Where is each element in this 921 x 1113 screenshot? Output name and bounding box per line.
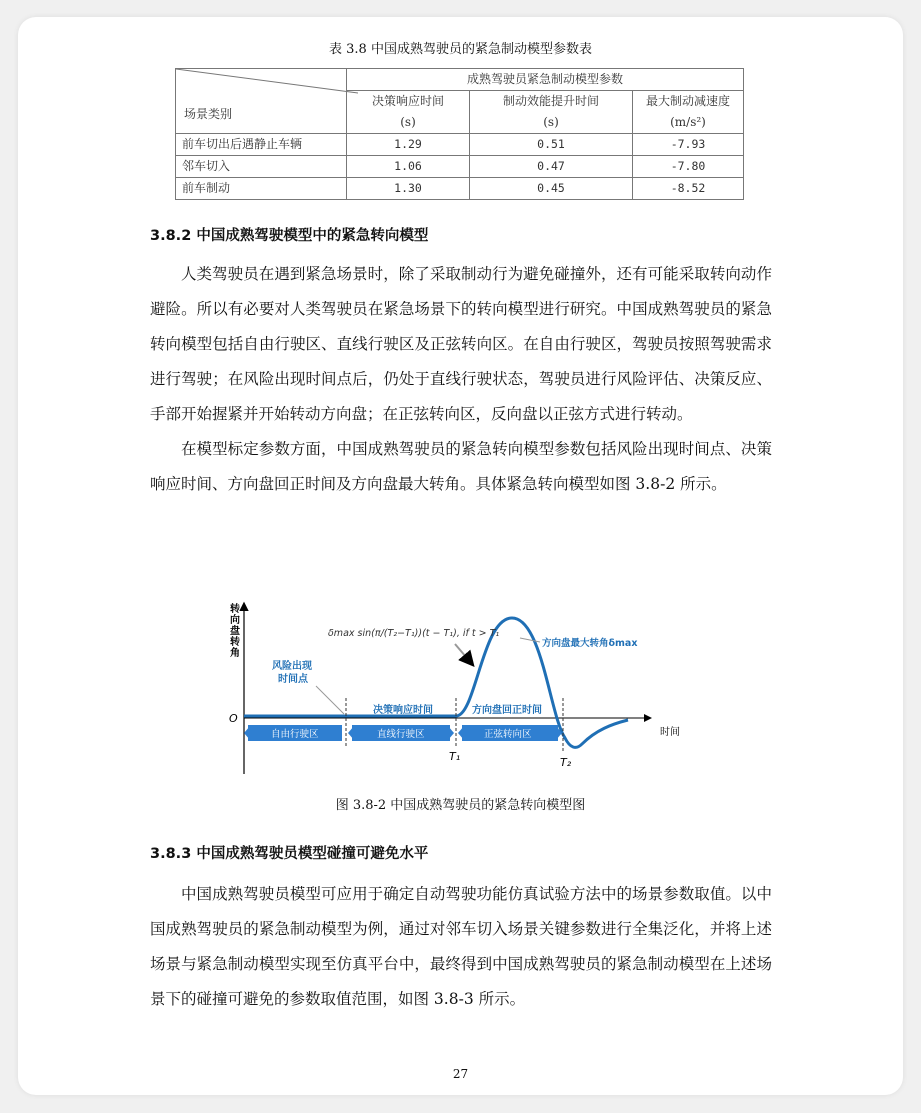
section-heading-382: 3.8.2 中国成熟驾驶模型中的紧急转向模型 bbox=[150, 228, 429, 244]
value-cell: 1.29 bbox=[347, 134, 470, 156]
origin-label: O bbox=[229, 712, 238, 725]
risk-pointer bbox=[316, 686, 344, 714]
formula: δmax sin(π/(T₂−T₁))(t − T₁), if t > T₁ bbox=[328, 628, 500, 639]
risk-label: 时间点 bbox=[278, 674, 308, 685]
zone-arrow bbox=[458, 726, 464, 740]
risk-label: 风险出现 bbox=[272, 661, 312, 672]
column-unit: (s) bbox=[400, 115, 416, 129]
value-cell: 0.51 bbox=[470, 134, 633, 156]
paragraph: 在模型标定参数方面，中国成熟驾驶员的紧急转向模型参数包括风险出现时间点、决策响应时间、方向盘回正时间及方向盘最大转角。具体紧急转向模型如图 3.8-2 所示。 bbox=[150, 440, 772, 493]
scene-cell: 邻车切入 bbox=[176, 156, 347, 178]
column-name: 决策响应时间 bbox=[371, 94, 444, 108]
diagonal-line bbox=[176, 69, 358, 133]
scene-header: 场景类别 bbox=[184, 107, 233, 121]
zone-arrow bbox=[244, 726, 250, 740]
value-cell: -8.52 bbox=[633, 178, 744, 200]
parameter-table bbox=[175, 68, 744, 200]
value-cell: -7.93 bbox=[633, 134, 744, 156]
paragraph: 人类驾驶员在遇到紧急场景时，除了采取制动行为避免碰撞外，还有可能采取转向动作避险。所以有必要对人类驾驶员在紧急场景下的转向模型进行研究。中国成熟驾驶员的紧急转向模型包括自由行驶区、直线行驶区及正弦转向区。在自由行驶区，驾驶员按照驾驶需求进行驾驶；在风险出现时间点后，仍处于直线行驶状态，驾驶员进行风险评估、决策反应、手部开始握紧并开始转动方向盘；在正弦转向区，反向盘以正弦方式进行转动。 bbox=[150, 265, 772, 423]
scene-cell: 前车制动 bbox=[176, 178, 347, 200]
table-row bbox=[176, 178, 744, 200]
zone-arrow bbox=[348, 726, 354, 740]
peak-label: 方向盘最大转角δmax bbox=[542, 638, 638, 649]
section-heading-383: 3.8.3 中国成熟驾驶员模型碰撞可避免水平 bbox=[150, 846, 429, 862]
table-row bbox=[176, 156, 744, 178]
figure-caption: 图 3.8-2 中国成熟驾驶员的紧急转向模型图 bbox=[335, 798, 586, 813]
table-caption: 表 3.8 中国成熟驾驶员的紧急制动模型参数表 bbox=[329, 42, 592, 57]
peak-pointer bbox=[520, 638, 540, 642]
value-cell: 0.45 bbox=[470, 178, 633, 200]
column-name: 最大制动减速度 bbox=[645, 94, 730, 108]
column-unit: (s) bbox=[543, 115, 559, 129]
column-name: 制动效能提升时间 bbox=[502, 94, 599, 108]
steering-model-diagram bbox=[220, 598, 700, 778]
value-cell: 1.06 bbox=[347, 156, 470, 178]
section-382-body bbox=[150, 257, 772, 502]
zone-label: 自由行驶区 bbox=[271, 729, 319, 740]
y-axis-label: 转向盘转角 bbox=[230, 604, 240, 659]
value-cell: -7.80 bbox=[633, 156, 744, 178]
section-383-body bbox=[150, 877, 772, 1017]
column-header bbox=[347, 91, 470, 134]
formula-pointer bbox=[455, 644, 472, 664]
t1-label: T₁ bbox=[449, 750, 461, 763]
value-cell: 0.47 bbox=[470, 156, 633, 178]
paragraph: 中国成熟驾驶员模型可应用于确定自动驾驶功能仿真试验方法中的场景参数取值。以中国成熟驾驶员的紧急制动模型为例，通过对邻车切入场景关键参数进行全集泛化，并将上述场景与紧急制动模型实现至仿真平台中，最终得到中国成熟驾驶员的紧急制动模型在上述场景下的碰撞可避免的参数取值范围，如图 3.8-3 所示。 bbox=[150, 885, 772, 1008]
zone-arrow bbox=[448, 726, 454, 740]
page-number: 27 bbox=[452, 1067, 469, 1081]
return-time-label: 方向盘回正时间 bbox=[472, 705, 542, 716]
column-header bbox=[633, 91, 744, 134]
zone-label: 直线行驶区 bbox=[377, 729, 425, 740]
column-header bbox=[470, 91, 633, 134]
value-cell: 1.30 bbox=[347, 178, 470, 200]
table-corner-cell bbox=[176, 69, 347, 134]
scene-cell: 前车切出后遇静止车辆 bbox=[176, 134, 347, 156]
decision-time-label: 决策响应时间 bbox=[373, 705, 433, 716]
zone-label: 正弦转向区 bbox=[484, 729, 532, 740]
x-axis-label: 时间 bbox=[660, 727, 680, 738]
group-header: 成熟驾驶员紧急制动模型参数 bbox=[347, 69, 744, 91]
table-row bbox=[176, 134, 744, 156]
column-unit: (m/s²) bbox=[670, 115, 706, 129]
t2-label: T₂ bbox=[560, 756, 572, 769]
